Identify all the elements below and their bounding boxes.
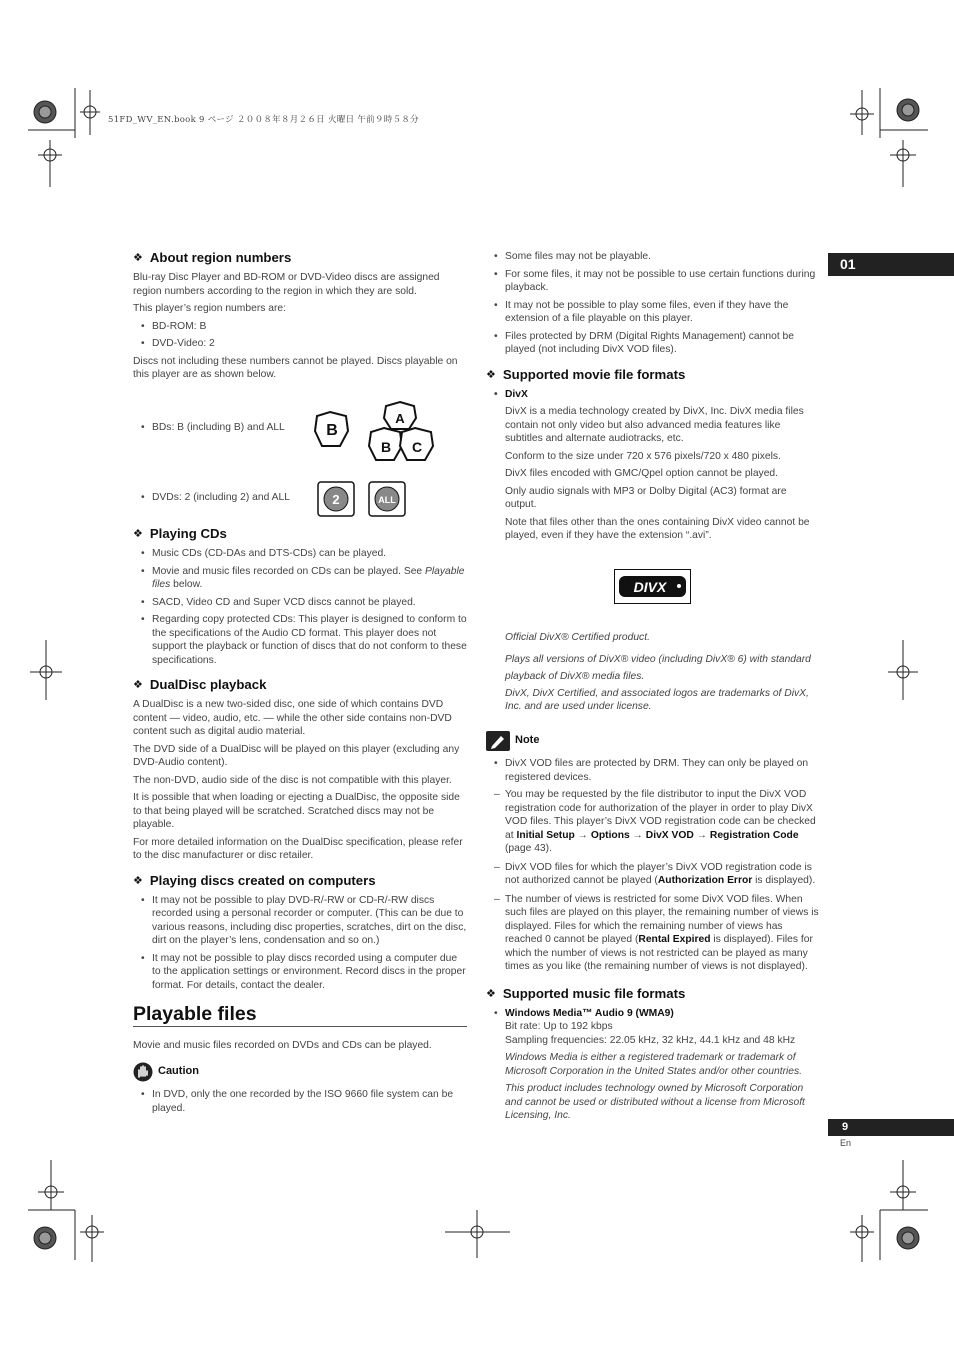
caution-list: [133, 1088, 467, 1115]
divx-plays: Plays all versions of DivX® video (including DivX® 6) with standard playback of DivX® media files.: [505, 653, 811, 682]
file-notes-list: [486, 250, 820, 357]
wma-bitrate: Bit rate: Up to 192 kbps: [505, 1021, 613, 1032]
print-header: 51FD_WV_EN.book 9 ページ ２００８年８月２６日 火曜日 午前９時５８分: [108, 115, 419, 125]
list-item: • SACD, Video CD and Super VCD discs cannot be played.: [133, 596, 467, 610]
paragraph: DivX is a media technology created by DivX, Inc. DivX media files contain not only video but also advanced media features like subtitles and alternate audiotracks, etc.: [505, 406, 804, 444]
divx-trademark-block: [505, 631, 820, 718]
cds-list: [133, 547, 467, 667]
divx-label: • DivX: [486, 388, 820, 402]
wma-sampling: Sampling frequencies: 22.05 kHz, 32 kHz, 44.1 kHz and 48 kHz: [505, 1034, 796, 1046]
dash-item: – DivX VOD files for which the player’s DivX VOD registration code is not authorized cannot be played (Authorization Error is displayed).: [486, 861, 820, 888]
list-item: • DivX VOD files are protected by DRM. They can only be played on registered devices.: [486, 757, 820, 784]
bd-label-wrap: [133, 421, 313, 439]
left-column-bottom: [133, 526, 467, 1119]
diamond-icon: ❖: [133, 252, 143, 264]
dash-item: – The number of views is restricted for some DivX VOD files. When such files are played on this player, the remaining number of views is displayed. Files for which the remaining number of views has reached 0 cannot be played (Rental Expired is displayed). Files for which the number of views is not restricted can be played as many times as you like (the remaining number of views is not displayed).: [486, 893, 820, 974]
list-item: • Files protected by DRM (Digital Rights Management) cannot be played (not including DivX VOD files).: [486, 330, 820, 357]
divx-logo-text: DIVX: [633, 579, 667, 595]
playable-files-heading: Playable files: [133, 1008, 467, 1027]
paragraph: Only audio signals with MP3 or Dolby Digital (AC3) format are output.: [505, 485, 787, 510]
list-item: • Music CDs (CD-DAs and DTS-CDs) can be played.: [133, 547, 467, 561]
section-heading: ❖ Playing discs created on computers: [133, 872, 376, 888]
paragraph: For more detailed information on the DualDisc specification, please refer to the disc manufacturer or disc retailer.: [133, 836, 463, 861]
list-item: • It may not be possible to play DVD-R/-RW or CD-R/-RW discs recorded using a personal recorder or computer. (This can be due to various reasons, including disc properties, scratches, dirt on the disc, dirt on the player’s lens, condensation and so on.): [133, 894, 467, 948]
section-heading: ❖ Supported music file formats: [486, 985, 686, 1001]
divx-trademark: DivX, DivX Certified, and associated logos are trademarks of DivX, Inc. and are used under license.: [505, 687, 809, 712]
logo-text-2: 2: [332, 492, 340, 507]
section-heading: ❖ DualDisc playback: [133, 677, 267, 692]
list-item: • Movie and music files recorded on CDs can be played. See Playable files below.: [133, 565, 467, 592]
logo-text-c: C: [411, 439, 423, 455]
wma-license: This product includes technology owned by Microsoft Corporation and cannot be used or distributed without a license from Microsoft Licensing, Inc.: [505, 1083, 805, 1121]
divx-logo: [614, 569, 691, 604]
diamond-icon: ❖: [133, 679, 143, 691]
logo-text-b: B: [326, 422, 338, 439]
page-number: 9: [828, 1119, 954, 1136]
paragraph: Movie and music files recorded on DVDs and CDs can be played.: [133, 1039, 432, 1051]
note-list: [486, 757, 820, 784]
page-language: En: [840, 1138, 852, 1148]
note-pencil-icon: [486, 731, 510, 751]
section-heading: ❖ About region numbers: [133, 250, 292, 265]
section-heading: ❖ Supported movie file formats: [486, 366, 686, 382]
caution-heading: Caution: [133, 1062, 467, 1082]
paragraph: DivX files encoded with GMC/Qpel option cannot be played.: [505, 468, 779, 479]
right-column: [486, 250, 820, 547]
section-heading: ❖ Playing CDs: [133, 526, 227, 541]
divx-label-list: [486, 388, 820, 402]
wma-trademark: Windows Media is either a registered trademark or trademark of Microsoft Corporation in the United States and/or other countries.: [505, 1052, 803, 1077]
divx-certified: Official DivX® Certified product.: [505, 632, 650, 643]
list-item: • In DVD, only the one recorded by the ISO 9660 file system can be played.: [133, 1088, 467, 1115]
bd-region-label: • BDs: B (including B) and ALL: [133, 421, 313, 435]
note-heading: Note: [486, 731, 820, 751]
paragraph: This player’s region numbers are:: [133, 303, 287, 314]
paragraph: Discs not including these numbers cannot be played. Discs playable on this player are as shown below.: [133, 355, 458, 380]
logo-text-b2: B: [380, 439, 392, 455]
paragraph: Conform to the size under 720 x 576 pixels/720 x 480 pixels.: [505, 450, 781, 462]
computers-list: [133, 894, 467, 993]
left-column-top: [133, 250, 467, 386]
list-item: • It may not be possible to play discs recorded using a computer due to the application settings or environment. Record discs in the proper format. For details, contact the dealer.: [133, 952, 467, 993]
logo-text-a: A: [395, 411, 405, 426]
dash-item: – You may be requested by the file distributor to input the DivX VOD registration code for authorization of the player in order to play DivX VOD files. This player’s DivX VOD registration code can be checked at Initial Setup → Options → DivX VOD → Registration Code (page 43).: [486, 788, 820, 856]
paragraph: The non-DVD, audio side of the disc is not compatible with this player.: [133, 774, 452, 786]
dvd-region-label: • DVDs: 2 (including 2) and ALL: [133, 491, 313, 505]
list-item: • DVD-Video: 2: [133, 337, 467, 351]
list-item: • It may not be possible to play some files, even if they have the extension of a file playable on this player.: [486, 299, 820, 326]
dvd-region-logos: [316, 480, 408, 518]
chapter-tab: 01: [828, 253, 954, 276]
wma-list: [486, 1007, 820, 1123]
note-dash-list: [486, 788, 820, 974]
divx-paragraphs: [486, 405, 820, 543]
logo-text-all: ALL: [378, 495, 396, 505]
paragraph: Note that files other than the ones containing DivX video cannot be played, even if they have the extension “.avi”.: [505, 516, 810, 541]
caution-hand-icon: [133, 1062, 153, 1082]
diamond-icon: ❖: [133, 528, 143, 540]
list-item: • Regarding copy protected CDs: This player is designed to conform to the specifications of the Audio CD format. This player does not support the playback or function of discs that do not conform to these specifications.: [133, 613, 467, 667]
paragraph: Blu-ray Disc Player and BD-ROM or DVD-Video discs are assigned region numbers according to the region in which they are sold.: [133, 272, 440, 297]
dvd-label-wrap: [133, 491, 313, 509]
diamond-icon: ❖: [486, 987, 496, 1000]
wma-label: • Windows Media™ Audio 9 (WMA9): [505, 1007, 674, 1019]
right-column-lower: [486, 727, 820, 1127]
wma-item: [486, 1007, 820, 1123]
paragraph: It is possible that when loading or ejecting a DualDisc, the opposite side to that being played will be scratched. Scratched discs may not be playable.: [133, 792, 460, 830]
diamond-icon: ❖: [133, 874, 143, 887]
region-list: [133, 320, 467, 351]
list-item: • For some files, it may not be possible to use certain functions during playback.: [486, 268, 820, 295]
bd-region-logos: [312, 398, 436, 464]
paragraph: A DualDisc is a new two-sided disc, one side of which contains DVD content — video, audio, etc. — while the other side contains non-DVD content such as digital audio material.: [133, 699, 452, 737]
diamond-icon: ❖: [486, 368, 496, 381]
paragraph: The DVD side of a DualDisc will be played on this player (excluding any DVD-Audio content).: [133, 743, 460, 768]
list-item: • BD-ROM: B: [133, 320, 467, 334]
list-item: • Some files may not be playable.: [486, 250, 820, 264]
